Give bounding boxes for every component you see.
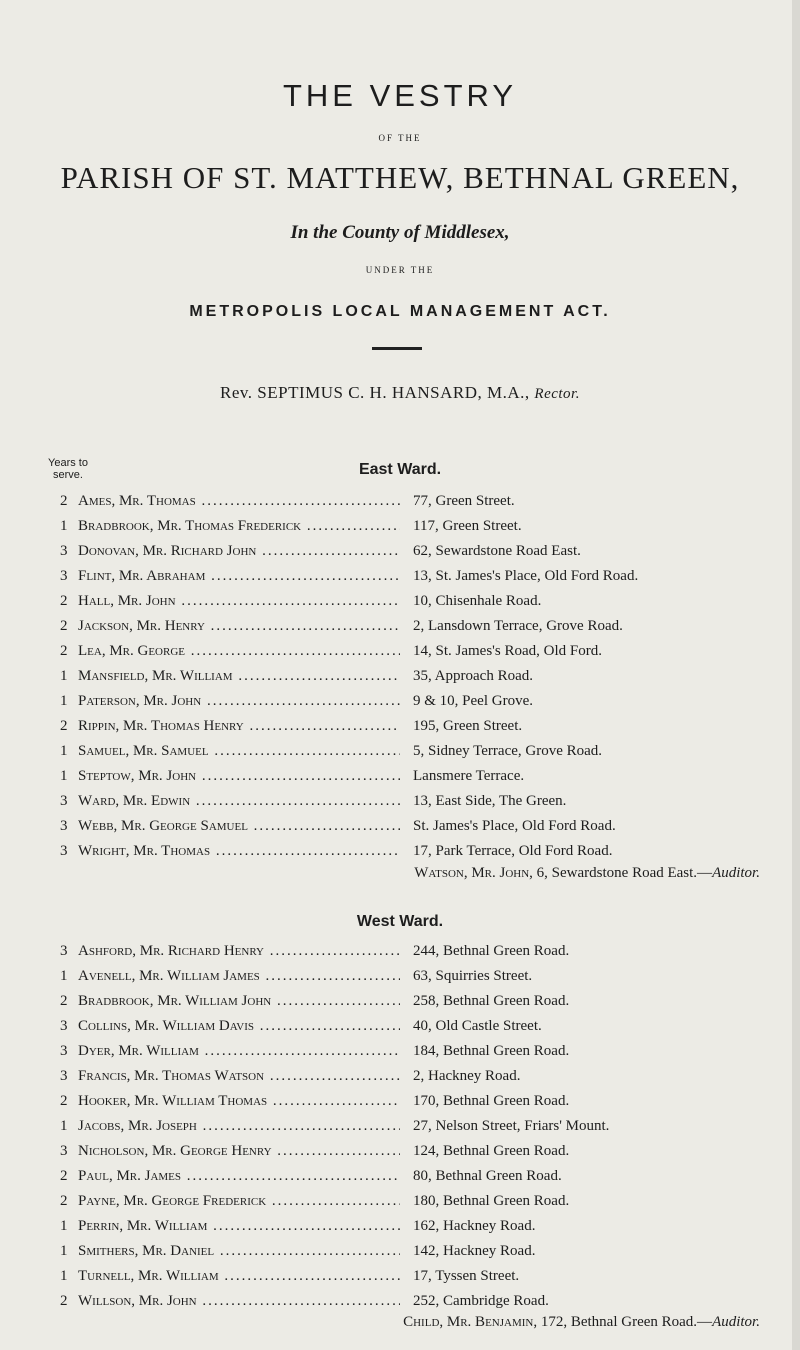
under-the-caption: UNDER THE bbox=[365, 265, 435, 275]
member-row bbox=[0, 818, 800, 843]
member-name: Ashford, Mr. Richard Henry ..... bbox=[78, 943, 400, 960]
member-address: 10, Chisenhale Road. bbox=[413, 593, 542, 609]
member-row bbox=[0, 1168, 800, 1193]
years-to-serve: 3 bbox=[60, 793, 68, 809]
member-name: Webb, Mr. George Samuel ..... bbox=[78, 818, 400, 835]
member-name: Ames, Mr. Thomas ..... bbox=[78, 493, 400, 510]
county-subtitle: In the County of Middlesex, bbox=[290, 222, 510, 243]
divider-rule bbox=[372, 347, 422, 350]
years-to-serve: 3 bbox=[60, 1143, 68, 1159]
member-name: Paterson, Mr. John ..... bbox=[78, 693, 400, 710]
years-to-serve: 1 bbox=[60, 968, 68, 984]
years-to-serve: 2 bbox=[60, 643, 68, 659]
member-address: 162, Hackney Road. bbox=[413, 1218, 536, 1234]
member-address: 13, St. James's Place, Old Ford Road. bbox=[413, 568, 639, 584]
member-address: 170, Bethnal Green Road. bbox=[413, 1093, 570, 1109]
member-row bbox=[0, 643, 800, 668]
rector-title: Rector. bbox=[534, 386, 580, 402]
member-name: Ward, Mr. Edwin ..... bbox=[78, 793, 400, 810]
years-to-serve: 1 bbox=[60, 668, 68, 684]
page-title: THE VESTRY bbox=[282, 78, 518, 113]
member-name: Rippin, Mr. Thomas Henry ..... bbox=[78, 718, 400, 735]
auditor-role: Auditor. bbox=[712, 865, 760, 881]
member-name: Jacobs, Mr. Joseph ..... bbox=[78, 1118, 400, 1135]
years-to-serve: 1 bbox=[60, 1218, 68, 1234]
member-row bbox=[0, 1143, 800, 1168]
auditor-name: Watson, Mr. John, bbox=[414, 865, 533, 881]
years-to-serve: 2 bbox=[60, 618, 68, 634]
years-to-serve: 1 bbox=[60, 693, 68, 709]
member-address: 62, Sewardstone Road East. bbox=[413, 543, 581, 559]
years-to-serve: 2 bbox=[60, 1293, 68, 1309]
years-to-serve: 2 bbox=[60, 718, 68, 734]
member-address: 63, Squirries Street. bbox=[413, 968, 533, 984]
member-address: 5, Sidney Terrace, Grove Road. bbox=[413, 743, 603, 759]
member-name: Wright, Mr. Thomas ..... bbox=[78, 843, 400, 860]
member-row bbox=[0, 793, 800, 818]
member-address: Lansmere Terrace. bbox=[413, 768, 525, 784]
member-address: 252, Cambridge Road. bbox=[413, 1293, 549, 1309]
member-name: Hooker, Mr. William Thomas ..... bbox=[78, 1093, 400, 1110]
rector-line bbox=[0, 383, 800, 403]
member-row bbox=[0, 1093, 800, 1118]
member-address: 117, Green Street. bbox=[413, 518, 522, 534]
member-row bbox=[0, 518, 800, 543]
years-to-serve: 2 bbox=[60, 1093, 68, 1109]
member-row bbox=[0, 943, 800, 968]
member-address: 2, Hackney Road. bbox=[413, 1068, 521, 1084]
years-to-serve: 1 bbox=[60, 1118, 68, 1134]
member-address: 17, Tyssen Street. bbox=[413, 1268, 520, 1284]
years-to-serve: 1 bbox=[60, 1268, 68, 1284]
years-to-serve: 3 bbox=[60, 818, 68, 834]
member-name: Smithers, Mr. Daniel ..... bbox=[78, 1243, 400, 1260]
member-name: Nicholson, Mr. George Henry ..... bbox=[78, 1143, 400, 1160]
east-ward-heading: East Ward. bbox=[358, 461, 442, 478]
member-name: Jackson, Mr. Henry ..... bbox=[78, 618, 400, 635]
member-name: Hall, Mr. John ..... bbox=[78, 593, 400, 610]
years-to-serve: 1 bbox=[60, 768, 68, 784]
member-address: 142, Hackney Road. bbox=[413, 1243, 536, 1259]
member-name: Collins, Mr. William Davis ..... bbox=[78, 1018, 400, 1035]
member-address: St. James's Place, Old Ford Road. bbox=[413, 818, 616, 834]
member-name: Flint, Mr. Abraham ..... bbox=[78, 568, 400, 585]
member-row bbox=[0, 1193, 800, 1218]
member-address: 258, Bethnal Green Road. bbox=[413, 993, 570, 1009]
member-row bbox=[0, 1043, 800, 1068]
member-row bbox=[0, 568, 800, 593]
auditor-address: 6, Sewardstone Road East.— bbox=[536, 865, 713, 881]
member-name: Willson, Mr. John ..... bbox=[78, 1293, 400, 1310]
member-address: 80, Bethnal Green Road. bbox=[413, 1168, 562, 1184]
east-ward-auditor bbox=[0, 865, 760, 882]
member-row bbox=[0, 543, 800, 568]
auditor-role: Auditor. bbox=[712, 1314, 760, 1330]
member-row bbox=[0, 1018, 800, 1043]
member-row bbox=[0, 1268, 800, 1293]
years-to-serve: 3 bbox=[60, 1043, 68, 1059]
member-row bbox=[0, 1218, 800, 1243]
member-row bbox=[0, 768, 800, 793]
west-ward-list bbox=[0, 943, 800, 1318]
member-name: Payne, Mr. George Frederick ..... bbox=[78, 1193, 400, 1210]
west-ward-heading: West Ward. bbox=[356, 913, 444, 930]
member-name: Bradbrook, Mr. William John ..... bbox=[78, 993, 400, 1010]
member-address: 195, Green Street. bbox=[413, 718, 523, 734]
years-to-serve: 3 bbox=[60, 568, 68, 584]
parish-title: PARISH OF ST. MATTHEW, BETHNAL GREEN, bbox=[60, 160, 740, 195]
member-row bbox=[0, 493, 800, 518]
member-name: Mansfield, Mr. William ..... bbox=[78, 668, 400, 685]
years-to-serve: 2 bbox=[60, 1168, 68, 1184]
years-to-serve: 3 bbox=[60, 543, 68, 559]
member-row bbox=[0, 993, 800, 1018]
years-to-serve: 3 bbox=[60, 1068, 68, 1084]
member-address: 184, Bethnal Green Road. bbox=[413, 1043, 570, 1059]
member-name: Dyer, Mr. William ..... bbox=[78, 1043, 400, 1060]
member-address: 13, East Side, The Green. bbox=[413, 793, 567, 809]
member-name: Steptow, Mr. John ..... bbox=[78, 768, 400, 785]
member-address: 40, Old Castle Street. bbox=[413, 1018, 542, 1034]
years-to-serve: 3 bbox=[60, 943, 68, 959]
member-row bbox=[0, 593, 800, 618]
member-row bbox=[0, 718, 800, 743]
member-row bbox=[0, 968, 800, 993]
member-address: 14, St. James's Road, Old Ford. bbox=[413, 643, 602, 659]
member-name: Perrin, Mr. William ..... bbox=[78, 1218, 400, 1235]
rector-name: Rev. SEPTIMUS C. H. HANSARD, M.A., bbox=[220, 383, 530, 402]
member-row bbox=[0, 693, 800, 718]
auditor-name: Child, Mr. Benjamin, bbox=[403, 1314, 538, 1330]
member-row bbox=[0, 1068, 800, 1093]
member-address: 2, Lansdown Terrace, Grove Road. bbox=[413, 618, 623, 634]
east-ward-list bbox=[0, 493, 800, 868]
member-address: 17, Park Terrace, Old Ford Road. bbox=[413, 843, 613, 859]
member-address: 27, Nelson Street, Friars' Mount. bbox=[413, 1118, 610, 1134]
member-address: 77, Green Street. bbox=[413, 493, 515, 509]
years-to-serve: 1 bbox=[60, 518, 68, 534]
member-row bbox=[0, 1243, 800, 1268]
member-row bbox=[0, 618, 800, 643]
member-address: 124, Bethnal Green Road. bbox=[413, 1143, 570, 1159]
member-address: 35, Approach Road. bbox=[413, 668, 533, 684]
member-name: Donovan, Mr. Richard John ..... bbox=[78, 543, 400, 560]
member-name: Lea, Mr. George ..... bbox=[78, 643, 400, 660]
years-to-serve: 2 bbox=[60, 993, 68, 1009]
of-the-caption: OF THE bbox=[378, 133, 422, 143]
years-to-serve: 2 bbox=[60, 1193, 68, 1209]
member-address: 9 & 10, Peel Grove. bbox=[413, 693, 533, 709]
years-to-serve: 3 bbox=[60, 843, 68, 859]
west-ward-auditor bbox=[0, 1314, 760, 1331]
act-title: METROPOLIS LOCAL MANAGEMENT ACT. bbox=[189, 303, 611, 320]
member-name: Paul, Mr. James ..... bbox=[78, 1168, 400, 1185]
member-name: Francis, Mr. Thomas Watson ..... bbox=[78, 1068, 400, 1085]
years-to-serve: 2 bbox=[60, 493, 68, 509]
member-address: 244, Bethnal Green Road. bbox=[413, 943, 570, 959]
member-row bbox=[0, 668, 800, 693]
member-name: Turnell, Mr. William ..... bbox=[78, 1268, 400, 1285]
years-to-serve: 3 bbox=[60, 1018, 68, 1034]
member-name: Avenell, Mr. William James ..... bbox=[78, 968, 400, 985]
member-address: 180, Bethnal Green Road. bbox=[413, 1193, 570, 1209]
auditor-address: 172, Bethnal Green Road.— bbox=[540, 1314, 713, 1330]
member-row bbox=[0, 743, 800, 768]
years-to-serve: 1 bbox=[60, 743, 68, 759]
years-to-serve-label: Years to serve. bbox=[48, 457, 88, 481]
years-to-serve: 2 bbox=[60, 593, 68, 609]
member-name: Bradbrook, Mr. Thomas Frederick ..... bbox=[78, 518, 400, 535]
years-to-serve: 1 bbox=[60, 1243, 68, 1259]
member-row bbox=[0, 1118, 800, 1143]
member-name: Samuel, Mr. Samuel ..... bbox=[78, 743, 400, 760]
